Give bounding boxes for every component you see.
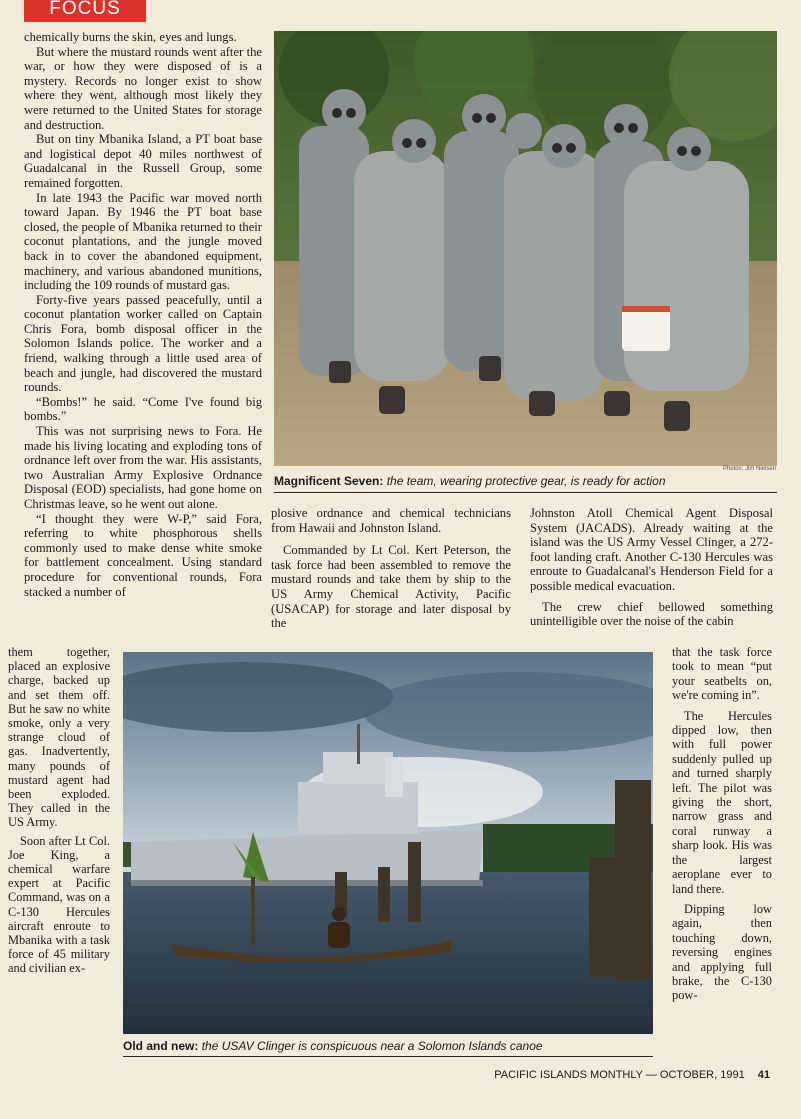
caption-bold: Old and new: [123,1039,199,1053]
paragraph: The Hercules dipped low, then with full power suddenly pulled up and turned sharply left. The pilot was giving the short, narrow grass and coral runway a sharp look. His was the largest aeroplane ever to land there. [672,708,772,896]
article-column-1 [24,30,262,599]
caption-italic: the team, wearing protective gear, is ready for action [386,474,666,488]
team-photo [274,31,777,466]
paragraph: Soon after Lt Col. Joe King, a chemical warfare expert at Pacific Command, was on a C-130 Hercules aircraft enroute to Mbanika with a task force of 45 military and civilian ex- [8,833,110,976]
paragraph: The crew chief bellowed something unintelligible over the noise of the cabin [530,599,773,629]
paragraph: “Bombs!” he said. “Come I've found big bombs.” [24,394,262,424]
article-column-3-narrow [672,645,772,1003]
paragraph: Commanded by Lt Col. Kert Peterson, the task force had been assembled to remove the mustard rounds and take them by ship to the US Army Chemical Activity, Pacific (USACAP) for storage and later disposal by the [271,543,511,631]
paragraph: “I thought they were W-P,” said Fora, referring to white phosphorous shells commonly used to make dense white smoke for battlement concealment. Using standard procedure for conventional rounds, Fora stacked a number of [24,511,262,599]
page-footer [470,1069,770,1081]
paragraph: Dipping low again, then touching down, reversing engines and applying full brake, the C-130 pow- [672,901,772,1003]
section-tag: FOCUS [24,0,146,22]
paragraph: chemically burns the skin, eyes and lungs. [24,30,237,44]
paragraph: Johnston Atoll Chemical Agent Disposal System (JACADS). Already waiting at the island was the US Army Vessel Clinger, a 272-foot landing craft. Another C-130 Hercules was enroute to Guadalcanal's Henderson Field for a possible medical evacuation. [530,506,773,593]
team-photo-image [274,31,777,466]
publication-name: PACIFIC ISLANDS MONTHLY — OCTOBER, 1991 [494,1069,745,1081]
caption-italic: the USAV Clinger is conspicuous near a Solomon Islands canoe [201,1039,543,1053]
team-photo-caption [274,474,777,488]
ship-canoe-photo-caption [123,1039,653,1053]
photo-credit: Photos: Jim Nielsen [722,466,776,472]
paragraph: But where the mustard rounds went after the war, or how they were disposed of is a mystery. Records no longer exist to show where they went, although most likely they were returned to the United States for storage and destruction. [24,44,262,132]
caption-rule [123,1056,653,1057]
paragraph: Forty-five years passed peacefully, until a coconut plantation worker called on Captain Chris Fora, bomb disposal officer in the Solomon Islands police. The worker and a friend, walking through a little used area of beach and jungle, had discovered the mustard rounds. [24,292,262,395]
article-column-2 [271,506,511,631]
paragraph: In late 1943 the Pacific war moved north toward Japan. By 1946 the PT boat base closed, the people of Mbanika returned to their coconut plantations, and the jungle moved back in to cover the abandoned equipment, machinery, and various abandoned munitions, including the 109 rounds of mustard gas. [24,190,262,293]
paragraph: that the task force took to mean “put your seatbelts on, we're coming in”. [672,645,772,703]
article-column-3 [530,506,773,629]
caption-bold: Magnificent Seven: [274,474,384,488]
paragraph: But on tiny Mbanika Island, a PT boat base and logistical depot 40 miles northwest of Guadalcanal in the Russell Group, some remained forgotten. [24,132,262,190]
ship-canoe-photo-image [123,652,653,1034]
paragraph: them together, placed an explosive charge, backed up and set them off. But he saw no white smoke, only a very strange cloud of gas. Inadvertently, many pounds of mustard agent had been exploded. They called in the US Army. [8,645,110,830]
paragraph: This was not surprising news to Fora. He made his living locating and exploding tons of ordnance left over from the war. His assistants, two Australian Army Explosive Ordnance Disposal (EOD) specialists, had gone home on Christmas leave, so he went out alone. [24,424,262,511]
page-number: 41 [757,1069,770,1081]
article-column-1-narrow [8,645,110,976]
paragraph: plosive ordnance and chemical technicians from Hawaii and Johnston Island. [271,506,511,535]
caption-rule [274,492,777,493]
ship-canoe-photo [123,652,653,1034]
